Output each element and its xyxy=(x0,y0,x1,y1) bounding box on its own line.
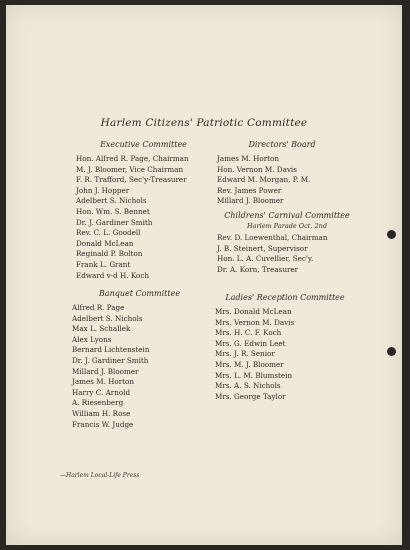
list-item: Donald McLean xyxy=(76,238,134,248)
list-item: Hon. Alfred R. Page, Chairman xyxy=(76,154,189,163)
executive-committee-list xyxy=(76,154,211,281)
list-item: Mrs. A. S. Nichols xyxy=(215,381,281,391)
list-item: Frank L. Grant xyxy=(76,259,131,269)
banquet-committee-heading: Banquet Committee xyxy=(98,289,181,298)
executive-committee-section xyxy=(76,140,211,281)
ladies-committee-section xyxy=(215,293,355,402)
list-item: M. J. Bloomer, Vice Chairman xyxy=(76,164,184,174)
list-item: Mrs. J. R. Senior xyxy=(215,349,275,359)
carnival-committee-list xyxy=(217,233,357,275)
binder-hole-lower xyxy=(387,347,396,356)
list-item: Rev. C. L. Goodell xyxy=(76,228,141,238)
list-item: Mrs. H. C. F. Koch xyxy=(215,328,282,338)
list-item: Francis W. Judge xyxy=(72,419,134,429)
page-title: Harlem Citizens' Patriotic Committee xyxy=(100,117,308,129)
list-item: Mrs. George Taylor xyxy=(215,391,286,401)
carnival-committee-heading: Childrens' Carnival Committee xyxy=(224,211,350,220)
ladies-committee-heading: Ladies' Reception Committee xyxy=(225,293,345,302)
banquet-committee-section xyxy=(72,289,207,430)
directors-board-list xyxy=(217,154,347,207)
list-item: Max L. Schallek xyxy=(72,324,131,334)
binder-hole-upper xyxy=(387,230,396,239)
list-item: Hon. L. A. Cuvellier, Sec'y. xyxy=(217,254,314,264)
carnival-committee-section xyxy=(217,211,357,275)
list-item: Dr. J. Gardiner Smith xyxy=(76,217,153,227)
executive-committee-heading: Executive Committee xyxy=(100,140,187,149)
list-item: Edward M. Morgan, P. M. xyxy=(217,175,311,185)
list-item: Millard J. Bloomer xyxy=(72,366,139,376)
list-item: Mrs. Vernon M. Davis xyxy=(215,317,295,327)
list-item: Dr. A. Korn, Treasurer xyxy=(217,264,299,274)
list-item: Mrs. Donald McLean xyxy=(215,307,292,316)
list-item: Millard J. Bloomer xyxy=(217,196,284,206)
list-item: Edward v-d H. Koch xyxy=(76,270,149,280)
list-item: Rev. D. Loewenthal, Chairman xyxy=(217,233,328,242)
list-item: James M. Horton xyxy=(217,154,280,163)
list-item: Adelbert S. Nichols xyxy=(72,313,143,323)
list-item: Hon. Wm. S. Bennet xyxy=(76,206,150,216)
list-item: A. Riesenberg xyxy=(72,398,124,408)
document-page xyxy=(6,5,402,545)
carnival-committee-subheading: Harlem Parade Oct. 2nd xyxy=(246,222,327,230)
list-item: John J. Hopper xyxy=(76,185,130,195)
list-item: Mrs. L. M. Blumstein xyxy=(215,370,293,380)
directors-board-section xyxy=(217,140,347,207)
list-item: Mrs. M. J. Bloomer xyxy=(215,359,284,369)
list-item: F. R. Trafford, Sec'y-Treasurer xyxy=(76,175,187,185)
list-item: William H. Rose xyxy=(72,408,131,418)
list-item: Bernard Lichtenstein xyxy=(72,345,150,355)
banquet-committee-list xyxy=(72,303,207,430)
list-item: Adelbert S. Nichols xyxy=(76,196,147,206)
press-credit: —Harlem Local-Life Press xyxy=(60,472,140,479)
list-item: Reginald P. Bolton xyxy=(76,249,143,259)
list-item: Alfred R. Page xyxy=(72,303,125,312)
directors-board-heading: Directors' Board xyxy=(248,140,316,149)
list-item: James M. Horton xyxy=(72,377,135,387)
list-item: Hon. Vernon M. Davis xyxy=(217,164,297,174)
list-item: Dr. J. Gardiner Smith xyxy=(72,355,149,365)
list-item: Rev. James Power xyxy=(217,185,282,195)
list-item: J. B. Steinert, Supervisor xyxy=(217,243,308,253)
list-item: Mrs. G. Edwin Leet xyxy=(215,338,286,348)
list-item: Alex Lyons xyxy=(72,334,112,344)
list-item: Harry C. Arnold xyxy=(72,387,131,397)
ladies-committee-list xyxy=(215,307,355,402)
